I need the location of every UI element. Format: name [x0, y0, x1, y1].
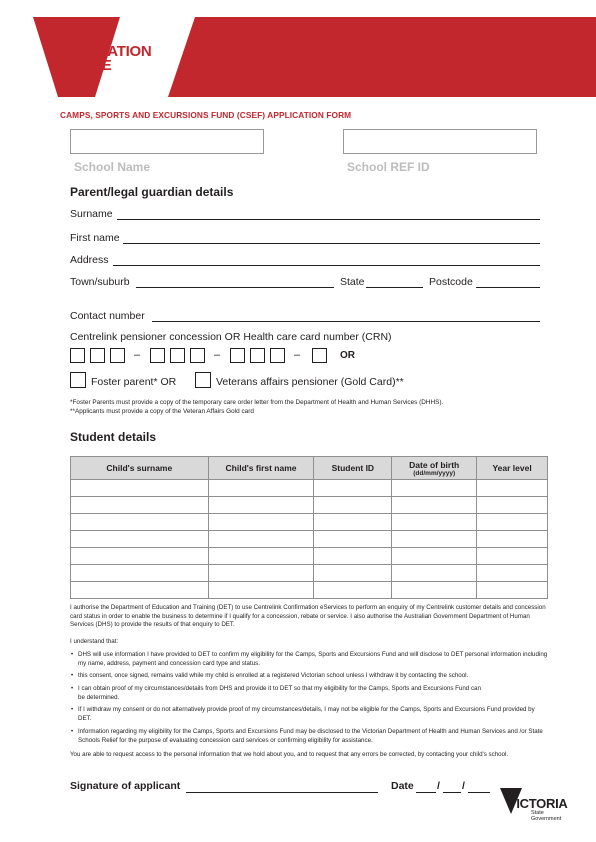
dob-heading: Date of birth — [409, 459, 460, 470]
col-student-id: Student ID — [314, 457, 392, 480]
postcode-label: Postcode — [429, 276, 473, 288]
veterans-checkbox[interactable] — [195, 372, 211, 388]
government-wordmark: Government — [531, 816, 562, 822]
table-cell[interactable] — [208, 514, 314, 531]
table-cell[interactable] — [208, 565, 314, 582]
col-childs-surname: Child's surname — [71, 457, 209, 480]
date-label: Date — [391, 780, 414, 792]
logo-line-the: THE — [66, 33, 88, 45]
education-state-logo — [66, 34, 151, 73]
crn-digit-box[interactable] — [90, 348, 105, 363]
crn-digit-box[interactable] — [170, 348, 185, 363]
table-row — [71, 565, 548, 582]
crn-or-label: OR — [340, 350, 355, 361]
table-cell[interactable] — [477, 480, 548, 497]
crn-digit-box[interactable] — [250, 348, 265, 363]
form-title: CAMPS, SPORTS AND EXCURSIONS FUND (CSEF) APPLICATION FORM — [60, 110, 352, 120]
veterans-label: Veterans affairs pensioner (Gold Card)** — [216, 376, 404, 388]
col-date-of-birth — [392, 457, 477, 480]
student-table-header — [71, 457, 548, 480]
crn-digit-box[interactable] — [312, 348, 327, 363]
table-cell[interactable] — [477, 548, 548, 565]
table-cell[interactable] — [314, 497, 392, 514]
consent-bullet-4: • If I withdraw my consent or do not alternatively provide proof of my circumstances/details, I may not be eligible for the Camps, Sports and Excursions Fund provided by DET. — [78, 706, 548, 723]
date-separator: / — [437, 780, 440, 792]
veterans-note: **Applicants must provide a copy of the Veteran Affairs Gold card — [70, 408, 254, 415]
table-cell[interactable] — [208, 582, 314, 599]
table-cell[interactable] — [314, 548, 392, 565]
table-cell[interactable] — [392, 514, 477, 531]
table-cell[interactable] — [314, 514, 392, 531]
understand-heading: I understand that: — [70, 638, 119, 645]
consent-bullet-2: • this consent, once signed, remains valid while my child is enrolled at a registered Victorian school unless I withdraw it by contacting the school. — [78, 672, 548, 681]
victoria-wordmark: VICTORIA — [508, 796, 568, 811]
table-cell[interactable] — [208, 548, 314, 565]
access-paragraph: You are able to request access to the personal information that we hold about you, and to request that any errors be corrected, by contacting your child's school. — [70, 751, 509, 758]
table-cell[interactable] — [71, 565, 209, 582]
table-row — [71, 582, 548, 599]
school-ref-id-hint: School REF ID — [347, 160, 430, 174]
consent-bullet-3: • I can obtain proof of my circumstances/details from DHS and provide it to DET so that my eligibility for the Camps, Sports and Excursions Fund can be determined. — [78, 685, 488, 702]
contact-number-line[interactable] — [152, 321, 540, 322]
town-label: Town/suburb — [70, 276, 130, 288]
table-cell[interactable] — [392, 582, 477, 599]
table-cell[interactable] — [208, 480, 314, 497]
first-name-line[interactable] — [123, 243, 540, 244]
school-name-hint: School Name — [74, 160, 151, 174]
first-name-label: First name — [70, 232, 120, 244]
table-row — [71, 548, 548, 565]
contact-number-label: Contact number — [70, 310, 145, 322]
logo-line-education: EDUCATION — [66, 43, 152, 60]
date-separator: / — [462, 780, 465, 792]
table-cell[interactable] — [392, 480, 477, 497]
date-month-line[interactable] — [443, 792, 461, 793]
table-cell[interactable] — [208, 497, 314, 514]
table-cell[interactable] — [392, 497, 477, 514]
table-cell[interactable] — [477, 531, 548, 548]
foster-note: *Foster Parents must provide a copy of the temporary care order letter from the Department of Health and Human Services (DHHS). — [70, 399, 444, 406]
consent-bullet-5: • Information regarding my eligibility for the Camps, Sports and Excursions Fund may be disclosed to the Victorian Department of Health and Human Services and /or State Schools Relief for the purpose of evaluating concession card services or confirming eligibility for assistance. — [78, 728, 548, 745]
student-details-heading: Student details — [70, 430, 157, 444]
signature-label: Signature of applicant — [70, 780, 181, 792]
table-cell[interactable] — [392, 548, 477, 565]
table-row — [71, 497, 548, 514]
crn-separator: – — [294, 349, 301, 361]
table-cell[interactable] — [314, 582, 392, 599]
date-year-line[interactable] — [468, 792, 490, 793]
crn-digit-box[interactable] — [270, 348, 285, 363]
table-cell[interactable] — [71, 497, 209, 514]
surname-line[interactable] — [117, 219, 540, 220]
table-row — [71, 480, 548, 497]
foster-parent-label: Foster parent* OR — [91, 376, 177, 388]
table-cell[interactable] — [392, 565, 477, 582]
col-childs-first-name: Child's first name — [208, 457, 314, 480]
date-day-line[interactable] — [416, 792, 436, 793]
consent-paragraph: I authorise the Department of Education and Training (DET) to use Centrelink Confirmation eServices to perform an enquiry of my Centrelink customer details and concession card status in order to enable the business to determine if I qualify for a concession, rebate or service. I also authorise the Australian Government Department of Human Services (DHS) to provide the results of that enquiry to DET. — [70, 604, 546, 629]
table-cell[interactable] — [71, 514, 209, 531]
state-wordmark: State — [531, 810, 544, 816]
table-row — [71, 531, 548, 548]
crn-digit-box[interactable] — [70, 348, 85, 363]
crn-digit-box[interactable] — [150, 348, 165, 363]
crn-label: Centrelink pensioner concession OR Health care card number (CRN) — [70, 331, 392, 343]
crn-separator: – — [214, 349, 221, 361]
state-label: State — [340, 276, 365, 288]
table-cell[interactable] — [477, 565, 548, 582]
town-line[interactable] — [136, 287, 334, 288]
table-cell[interactable] — [314, 565, 392, 582]
parent-details-heading: Parent/legal guardian details — [70, 185, 234, 199]
table-cell[interactable] — [477, 582, 548, 599]
crn-digit-box[interactable] — [190, 348, 205, 363]
crn-digit-box[interactable] — [110, 348, 125, 363]
address-label: Address — [70, 254, 109, 266]
student-table — [70, 456, 548, 599]
surname-label: Surname — [70, 208, 113, 220]
crn-separator: – — [134, 349, 141, 361]
postcode-line[interactable] — [476, 287, 540, 288]
table-cell[interactable] — [71, 531, 209, 548]
foster-parent-checkbox[interactable] — [70, 372, 86, 388]
table-cell[interactable] — [71, 548, 209, 565]
crn-digit-box[interactable] — [230, 348, 245, 363]
table-cell[interactable] — [314, 531, 392, 548]
dob-format: (dd/mm/yyyy) — [413, 469, 456, 477]
signature-line[interactable] — [186, 792, 378, 793]
address-line[interactable] — [113, 265, 540, 266]
table-cell[interactable] — [71, 480, 209, 497]
col-year-level: Year level — [477, 457, 548, 480]
victoria-state-government-logo — [508, 797, 578, 822]
state-line[interactable] — [366, 287, 423, 288]
table-cell[interactable] — [477, 514, 548, 531]
table-cell[interactable] — [208, 531, 314, 548]
table-cell[interactable] — [477, 497, 548, 514]
table-cell[interactable] — [392, 531, 477, 548]
logo-line-state: STATE — [66, 57, 112, 74]
table-row — [71, 514, 548, 531]
table-cell[interactable] — [71, 582, 209, 599]
consent-bullet-1: • DHS will use information I have provided to DET to confirm my eligibility for the Camps, Sports and Excursions Fund and will disclose to DET personal information including my name, address, payment and concession card type and status. — [78, 651, 548, 668]
school-name-field[interactable] — [70, 129, 264, 154]
school-ref-id-field[interactable] — [343, 129, 537, 154]
table-cell[interactable] — [314, 480, 392, 497]
